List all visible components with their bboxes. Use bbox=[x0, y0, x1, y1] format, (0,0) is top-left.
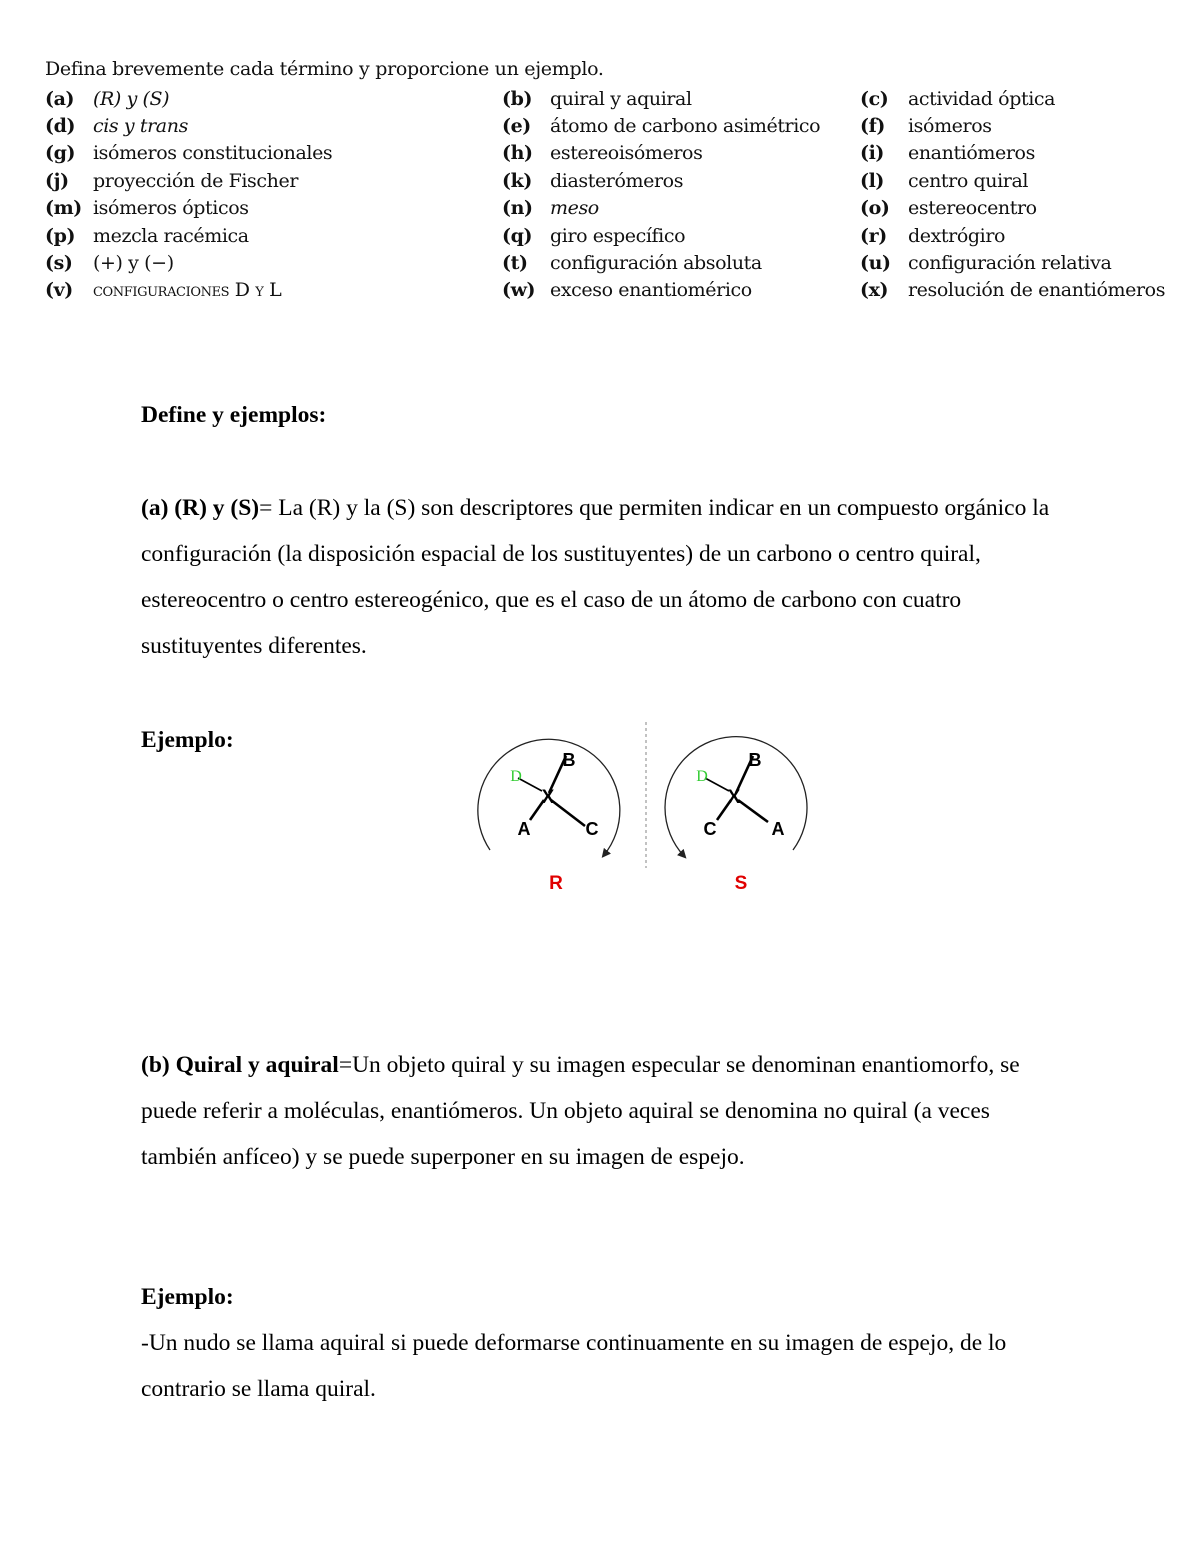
term-label: (o) bbox=[860, 197, 890, 220]
term-item bbox=[860, 278, 1175, 303]
term-item bbox=[502, 278, 860, 303]
term-text: isómeros ópticos bbox=[93, 197, 249, 220]
term-label: (d) bbox=[45, 115, 76, 138]
term-text: estereoisómeros bbox=[550, 142, 703, 165]
term-text: cis y trans bbox=[93, 115, 188, 138]
term-text: diasterómeros bbox=[550, 169, 684, 192]
term-item bbox=[45, 141, 502, 166]
term-text: actividad óptica bbox=[908, 87, 1056, 110]
definition-b-text: =Un objeto quiral y su imagen especular se denominan enantiomorfo, se puede referir a moléculas, enantiómeros. Un objeto aquiral se denomina no quiral (a veces también anfíceo) y se puede superponer en su imagen de espejo. bbox=[141, 1052, 1020, 1170]
term-item bbox=[45, 223, 502, 248]
term-text: mezcla racémica bbox=[93, 224, 249, 247]
term-text: estereocentro bbox=[908, 197, 1037, 220]
term-label: (l) bbox=[860, 169, 884, 192]
term-item bbox=[502, 223, 860, 248]
atom-c: C bbox=[703, 819, 717, 839]
term-item bbox=[502, 196, 860, 221]
term-text: isómeros bbox=[908, 115, 992, 138]
term-label: (q) bbox=[502, 224, 533, 247]
atom-c: C bbox=[585, 819, 599, 839]
atom-a: A bbox=[771, 819, 785, 839]
definition-a-term: (a) (R) y (S) bbox=[141, 495, 260, 521]
definition-a-paragraph bbox=[141, 485, 1061, 669]
term-text: meso bbox=[550, 197, 599, 220]
term-label: (c) bbox=[860, 87, 889, 110]
term-label: (s) bbox=[45, 252, 73, 275]
term-text: resolución de enantiómeros bbox=[908, 279, 1166, 302]
term-item bbox=[502, 113, 860, 138]
definition-b-paragraph bbox=[141, 1042, 1061, 1180]
example-b-text: -Un nudo se llama aquiral si puede deformarse continuamente en su imagen de espejo, de lo contrario se llama quiral. bbox=[141, 1330, 1007, 1402]
atom-a: A bbox=[517, 819, 531, 839]
excerpt-instruction: Defina brevemente cada término y proporcione un ejemplo. bbox=[45, 58, 604, 80]
term-label: (t) bbox=[502, 252, 528, 275]
atom-x: X bbox=[727, 787, 741, 808]
section-heading: Define y ejemplos: bbox=[141, 402, 327, 428]
atom-d: D bbox=[696, 768, 708, 785]
section-heading-block bbox=[141, 392, 1061, 438]
textbook-excerpt bbox=[45, 58, 1175, 303]
term-label: (j) bbox=[45, 169, 69, 192]
term-label: (m) bbox=[45, 197, 82, 220]
term-item bbox=[45, 168, 502, 193]
term-text: dextrógiro bbox=[908, 224, 1006, 247]
term-item bbox=[502, 250, 860, 275]
term-item bbox=[860, 250, 1175, 275]
term-item bbox=[45, 113, 502, 138]
term-label: (k) bbox=[502, 169, 532, 192]
example-a-label: Ejemplo: bbox=[141, 727, 234, 753]
atom-x: X bbox=[541, 787, 555, 808]
term-label: (u) bbox=[860, 252, 891, 275]
term-item bbox=[45, 250, 502, 275]
term-label: (w) bbox=[502, 279, 536, 302]
definition-a bbox=[141, 485, 1061, 669]
term-text: configuraciones D y L bbox=[93, 279, 282, 302]
term-item bbox=[860, 141, 1175, 166]
term-label: (f) bbox=[860, 115, 885, 138]
caption-r: R bbox=[549, 873, 563, 894]
term-text: exceso enantiomérico bbox=[550, 279, 752, 302]
term-text: quiral y aquiral bbox=[550, 87, 692, 110]
caption-s: S bbox=[734, 873, 748, 894]
term-text: (R) y (S) bbox=[93, 87, 170, 110]
term-label: (i) bbox=[860, 142, 884, 165]
term-text: giro específico bbox=[550, 224, 686, 247]
molecule-s bbox=[665, 737, 807, 894]
term-item bbox=[502, 86, 860, 111]
term-text: centro quiral bbox=[908, 169, 1029, 192]
term-label: (h) bbox=[502, 142, 533, 165]
definition-a-text: = La (R) y la (S) son descriptores que permiten indicar en un compuesto orgánico la configuración (la disposición espacial de los sustituyentes) de un carbono o centro quiral, estereocentro o centro estereogénico, que es el caso de un átomo de carbono con cuatro sustituyentes diferentes. bbox=[141, 495, 1050, 659]
term-label: (a) bbox=[45, 87, 75, 110]
term-label: (n) bbox=[502, 197, 533, 220]
term-label: (r) bbox=[860, 224, 887, 247]
term-item bbox=[860, 168, 1175, 193]
term-text: configuración relativa bbox=[908, 252, 1112, 275]
term-text: átomo de carbono asimétrico bbox=[550, 115, 821, 138]
term-item bbox=[860, 196, 1175, 221]
term-text: configuración absoluta bbox=[550, 252, 762, 275]
term-text: proyección de Fischer bbox=[93, 169, 298, 192]
term-item bbox=[45, 86, 502, 111]
term-text: (+) y (−) bbox=[93, 252, 174, 275]
definition-b bbox=[141, 1042, 1061, 1180]
atom-d: D bbox=[510, 768, 522, 785]
example-b bbox=[141, 1274, 1061, 1412]
term-label: (e) bbox=[502, 115, 531, 138]
rs-configuration-figure bbox=[470, 718, 820, 898]
atom-b: B bbox=[562, 750, 576, 770]
molecule-r bbox=[478, 739, 620, 894]
term-item bbox=[502, 168, 860, 193]
term-item bbox=[860, 86, 1175, 111]
term-label: (g) bbox=[45, 142, 76, 165]
term-item bbox=[45, 196, 502, 221]
term-label: (v) bbox=[45, 279, 73, 302]
term-text: isómeros constitucionales bbox=[93, 142, 333, 165]
term-text: enantiómeros bbox=[908, 142, 1035, 165]
term-item bbox=[860, 223, 1175, 248]
term-label: (x) bbox=[860, 279, 889, 302]
term-list bbox=[45, 86, 1175, 303]
definition-b-term: (b) Quiral y aquiral bbox=[141, 1052, 339, 1078]
atom-b: B bbox=[748, 750, 762, 770]
term-item bbox=[860, 113, 1175, 138]
term-label: (b) bbox=[502, 87, 533, 110]
term-item bbox=[502, 141, 860, 166]
term-item bbox=[45, 278, 502, 303]
term-label: (p) bbox=[45, 224, 76, 247]
example-b-label: Ejemplo: bbox=[141, 1284, 234, 1310]
